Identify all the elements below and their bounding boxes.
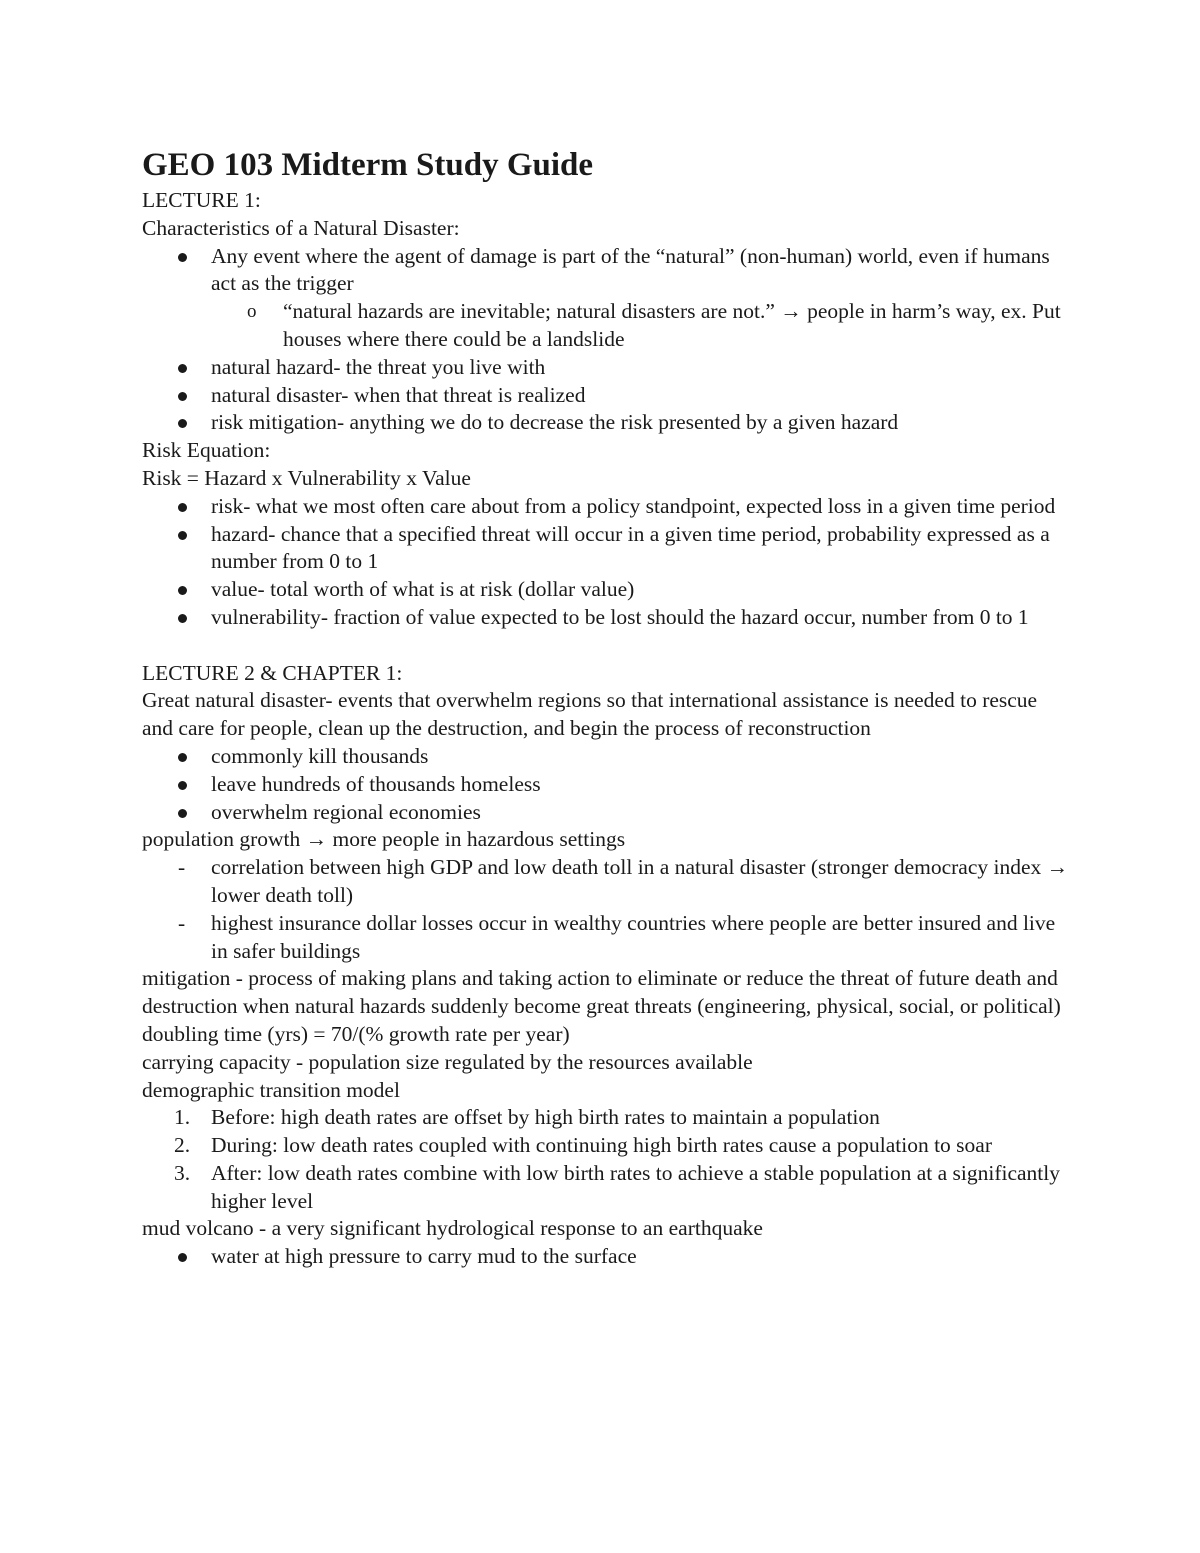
document-page (142, 145, 1072, 1271)
list-number: 3. (174, 1160, 191, 1185)
list-item-text: natural hazard- the threat you live with (211, 354, 546, 379)
bullet-icon (178, 781, 187, 790)
list-item-text: hazard- chance that a specified threat will occur in a given time period, probability expressed as a number from 0 to 1 (211, 521, 1050, 574)
mud-volcano-definition: mud volcano - a very significant hydrological response to an earthquake (142, 1216, 763, 1241)
list-item-text: During: low death rates coupled with continuing high birth rates cause a population to soar (211, 1133, 992, 1158)
list-item (142, 409, 1072, 437)
list-item (142, 1104, 1072, 1132)
population-dash-list (142, 854, 1072, 965)
bullet-icon (178, 503, 187, 512)
list-item-text: highest insurance dollar losses occur in wealthy countries where people are better insured and live in safer buildings (211, 910, 1056, 963)
dash-icon: - (178, 855, 186, 880)
bullet-icon (178, 253, 187, 262)
document-title: GEO 103 Midterm Study Guide (142, 147, 594, 183)
lecture1-heading: LECTURE 1: (142, 188, 261, 212)
list-number: 2. (174, 1133, 191, 1158)
list-item (142, 743, 1072, 771)
sub-bullet-icon: o (247, 301, 257, 323)
list-item (142, 521, 1072, 577)
list-item (142, 1160, 1072, 1216)
doubling-time: doubling time (yrs) = 70/(% growth rate per year) (142, 1021, 570, 1046)
dash-icon: - (178, 910, 186, 935)
mitigation-definition: mitigation - process of making plans and taking action to eliminate or reduce the threat of future death and destruction when natural hazards suddenly become great threats (engineering, physical, social, or political) (142, 966, 1061, 1019)
list-item (142, 771, 1072, 799)
list-item-text: natural disaster- when that threat is realized (211, 382, 586, 407)
mud-volcano-list (142, 1243, 1072, 1271)
bullet-icon (178, 753, 187, 762)
list-item (142, 382, 1072, 410)
list-item (142, 493, 1072, 521)
risk-equation: Risk = Hazard x Vulnerability x Value (142, 465, 471, 490)
list-item (142, 1132, 1072, 1160)
list-item-text: leave hundreds of thousands homeless (211, 771, 541, 796)
characteristics-label: Characteristics of a Natural Disaster: (142, 215, 460, 240)
bullet-icon (178, 392, 187, 401)
list-item (142, 604, 1072, 632)
risk-terms-list (142, 493, 1072, 632)
bullet-icon (178, 364, 187, 373)
list-item-text: value- total worth of what is at risk (dollar value) (211, 577, 635, 602)
list-item-text: risk- what we most often care about from a policy standpoint, expected loss in a given time period (211, 493, 1056, 518)
list-item-text: risk mitigation- anything we do to decrease the risk presented by a given hazard (211, 410, 899, 435)
list-item (142, 854, 1072, 910)
list-item (142, 576, 1072, 604)
carrying-capacity: carrying capacity - population size regulated by the resources available (142, 1049, 753, 1074)
list-item-text: Before: high death rates are offset by high birth rates to maintain a population (211, 1105, 880, 1130)
list-item-text: Any event where the agent of damage is part of the “natural” (non-human) world, even if humans act as the trigger (211, 243, 1050, 296)
bullet-icon (178, 531, 187, 540)
bullet-icon (178, 586, 187, 595)
section-spacer (142, 632, 1072, 660)
bullet-icon (178, 419, 187, 428)
list-item-text: water at high pressure to carry mud to the surface (211, 1244, 637, 1269)
sub-list-item (142, 298, 1072, 354)
characteristics-list (142, 243, 1072, 438)
list-item-text: overwhelm regional economies (211, 799, 481, 824)
list-number: 1. (174, 1105, 191, 1130)
list-item (142, 243, 1072, 299)
demographic-model: demographic transition model (142, 1077, 400, 1102)
bullet-icon (178, 809, 187, 818)
list-item (142, 910, 1072, 966)
risk-equation-label: Risk Equation: (142, 438, 271, 463)
list-item (142, 799, 1072, 827)
lecture2-heading: LECTURE 2 & CHAPTER 1: (142, 660, 403, 685)
sub-list-item-text: “natural hazards are inevitable; natural disasters are not.” → people in harm’s way, ex. Put houses where there could be a landslide (283, 299, 1061, 351)
bullet-icon (178, 614, 187, 623)
great-disaster-list (142, 743, 1072, 826)
list-item-text: correlation between high GDP and low death toll in a natural disaster (stronger democracy index → lower death toll) (211, 855, 1069, 907)
list-item-text: commonly kill thousands (211, 743, 429, 768)
population-growth: population growth → more people in hazardous settings (142, 827, 626, 852)
list-item (142, 1243, 1072, 1271)
great-disaster-definition: Great natural disaster- events that overwhelm regions so that international assistance is needed to rescue and care for people, clean up the destruction, and begin the process of reconstruction (142, 688, 1038, 741)
demographic-list (142, 1104, 1072, 1215)
bullet-icon (178, 1253, 187, 1262)
list-item-text: vulnerability- fraction of value expected to be lost should the hazard occur, number from 0 to 1 (211, 604, 1029, 629)
list-item (142, 354, 1072, 382)
list-item-text: After: low death rates combine with low birth rates to achieve a stable population at a significantly higher level (211, 1160, 1060, 1213)
